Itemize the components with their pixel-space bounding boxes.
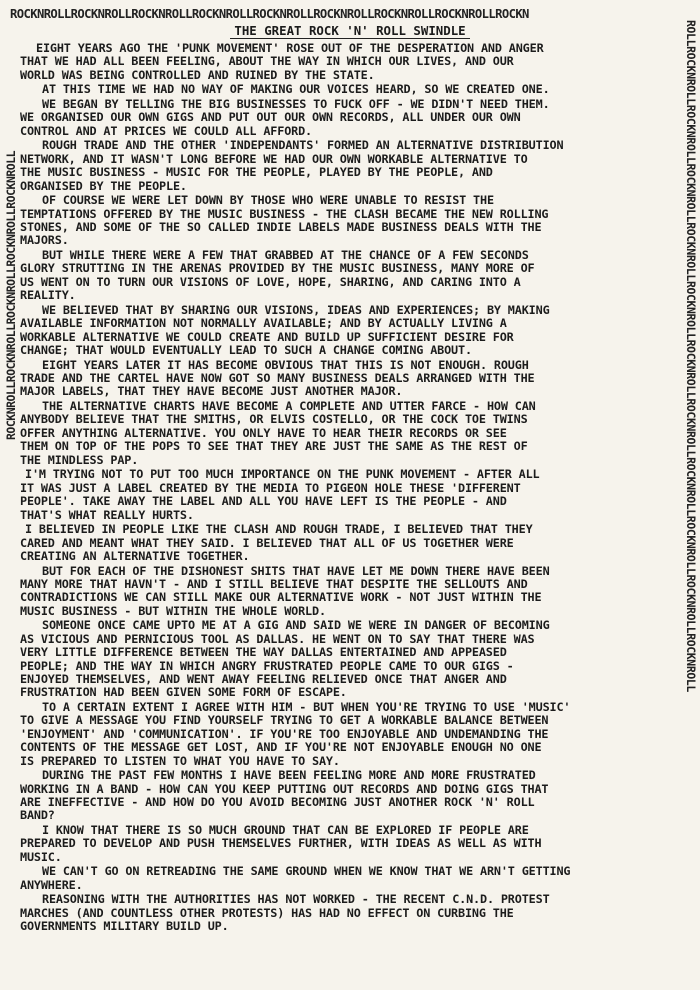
text-line: FRUSTRATION HAD BEEN GIVEN SOME FORM OF ESCAPE. [20, 685, 347, 700]
text-line: I KNOW THAT THERE IS SO MUCH GROUND THAT CAN BE EXPLORED IF PEOPLE ARE [42, 822, 529, 837]
text-line: WE BEGAN BY TELLING THE BIG BUSINESSES TO FUCK OFF - WE DIDN'T NEED THEM. [42, 97, 550, 111]
paragraph [20, 98, 682, 138]
text-line: ARE INEFFECTIVE - AND HOW DO YOU AVOID BECOMING JUST ANOTHER ROCK 'N' ROLL [20, 794, 535, 809]
text-line: WE CAN'T GO ON RETREADING THE SAME GROUND WHEN WE KNOW THAT WE ARN'T GETTING [42, 864, 571, 879]
paragraph [20, 249, 682, 303]
text-line: IS PREPARED TO LISTEN TO WHAT YOU HAVE TO SAY. [20, 753, 340, 768]
text-line: IT WAS JUST A LABEL CREATED BY THE MEDIA TO PIGEON HOLE THESE 'DIFFERENT [20, 480, 521, 495]
text-line: US WENT ON TO TURN OUR VISIONS OF LOVE, HOPE, SHARING, AND CARING INTO A [20, 274, 521, 289]
text-line: TEMPTATIONS OFFERED BY THE MUSIC BUSINESS - THE CLASH BECAME THE NEW ROLLING [20, 206, 549, 221]
text-line: AT THIS TIME WE HAD NO WAY OF MAKING OUR VOICES HEARD, SO WE CREATED ONE. [42, 82, 550, 97]
paragraph [20, 893, 682, 933]
text-line: I BELIEVED IN PEOPLE LIKE THE CLASH AND ROUGH TRADE, I BELIEVED THAT THEY [25, 522, 533, 537]
text-line: 'ENJOYMENT' AND 'COMMUNICATION'. IF YOU'RE TOO ENJOYABLE AND UNDEMANDING THE [20, 726, 549, 741]
text-line: MUSIC BUSINESS - BUT WITHIN THE WHOLE WORLD. [20, 603, 326, 618]
paragraph [20, 865, 682, 892]
border-text-left: ROCKNROLLROCKNROLLROCKNROLLROCKNROLLROCKNROLL [4, 150, 18, 440]
text-line: THE MUSIC BUSINESS - MUSIC FOR THE PEOPLE, PLAYED BY THE PEOPLE, AND [20, 165, 493, 180]
text-line: PREPARED TO DEVELOP AND PUSH THEMSELVES FURTHER, WITH IDEAS AS WELL AS WITH [20, 836, 542, 851]
text-line: VERY LITTLE DIFFERENCE BETWEEN THE WAY DALLAS ENTERTAINED AND APPEASED [20, 645, 507, 660]
paragraph [20, 194, 682, 248]
text-line: WORKING IN A BAND - HOW CAN YOU KEEP PUTTING OUT RECORDS AND DOING GIGS THAT [20, 781, 549, 796]
text-line: WORKABLE ALTERNATIVE WE COULD CREATE AND BUILD UP SUFFICIENT DESIRE FOR [20, 329, 514, 344]
text-line: EIGHT YEARS LATER IT HAS BECOME OBVIOUS THAT THIS IS NOT ENOUGH. ROUGH [42, 357, 529, 372]
paragraph [20, 468, 682, 522]
paragraph [20, 83, 682, 96]
page-title [0, 23, 700, 38]
document-body [20, 42, 682, 935]
paragraph [20, 304, 682, 358]
text-line: THE MINDLESS PAP. [20, 452, 139, 467]
paragraph [20, 565, 682, 619]
paragraph [20, 523, 682, 563]
paragraph [20, 139, 682, 193]
text-line: THE ALTERNATIVE CHARTS HAVE BECOME A COMPLETE AND UTTER FARCE - HOW CAN [42, 399, 536, 414]
paragraph [20, 701, 682, 768]
text-line: SOMEONE ONCE CAME UPTO ME AT A GIG AND SAID WE WERE IN DANGER OF BECOMING [42, 618, 550, 633]
text-line: MAJORS. [20, 233, 69, 248]
paragraph [20, 42, 682, 82]
text-line: BAND? [20, 808, 55, 823]
text-line: ANYWHERE. [20, 877, 83, 892]
text-line: TRADE AND THE CARTEL HAVE NOW GOT SO MANY BUSINESS DEALS ARRANGED WITH THE [20, 371, 535, 386]
text-line: ANYBODY BELIEVE THAT THE SMITHS, OR ELVIS COSTELLO, OR THE COCK TOE TWINS [20, 412, 528, 427]
text-line: AS VICIOUS AND PERNICIOUS TOOL AS DALLAS. HE WENT ON TO SAY THAT THERE WAS [20, 631, 535, 646]
text-line: MUSIC. [20, 849, 62, 864]
text-line: OF COURSE WE WERE LET DOWN BY THOSE WHO WERE UNABLE TO RESIST THE [42, 193, 494, 208]
text-line: PEOPLE; AND THE WAY IN WHICH ANGRY FRUSTRATED PEOPLE CAME TO OUR GIGS - [20, 658, 514, 673]
paragraph [20, 824, 682, 864]
text-line: EIGHT YEARS AGO THE 'PUNK MOVEMENT' ROSE OUT OF THE DESPERATION AND ANGER [36, 41, 544, 55]
text-line: CONTRADICTIONS WE CAN STILL MAKE OUR ALTERNATIVE WORK - NOT JUST WITHIN THE [20, 590, 542, 605]
text-line: CONTROL AND AT PRICES WE COULD ALL AFFORD. [20, 123, 312, 138]
border-text-right: ROLLROCKNROLLROCKNROLLROCKNROLLROCKNROLLROCKNROLLROCKNROLLROCKNROLLROCKNROLLROCKNROLLROCKNROLLROCKNROLL [684, 20, 698, 692]
text-line: PEOPLE'. TAKE AWAY THE LABEL AND ALL YOU HAVE LEFT IS THE PEOPLE - AND [20, 494, 507, 509]
text-line: GLORY STRUTTING IN THE ARENAS PROVIDED BY THE MUSIC BUSINESS, MANY MORE OF [20, 261, 535, 276]
text-line: THAT'S WHAT REALLY HURTS. [20, 507, 194, 522]
text-line: MANY MORE THAT HAVN'T - AND I STILL BELIEVE THAT DESPITE THE SELLOUTS AND [20, 576, 528, 591]
text-line: ORGANISED BY THE PEOPLE. [20, 178, 187, 193]
text-line: ENJOYED THEMSELVES, AND WENT AWAY FEELING RELIEVED ONCE THAT ANGER AND [20, 671, 507, 686]
text-line: DURING THE PAST FEW MONTHS I HAVE BEEN FEELING MORE AND MORE FRUSTRATED [42, 768, 536, 783]
text-line: THAT WE HAD ALL BEEN FEELING, ABOUT THE WAY IN WHICH OUR LIVES, AND OUR [20, 54, 514, 69]
text-line: GOVERNMENTS MILITARY BUILD UP. [20, 919, 229, 934]
paragraph [20, 400, 682, 467]
text-line: TO GIVE A MESSAGE YOU FIND YOURSELF TRYING TO GET A WORKABLE BALANCE BETWEEN [20, 713, 549, 728]
text-line: I'M TRYING NOT TO PUT TOO MUCH IMPORTANCE ON THE PUNK MOVEMENT - AFTER ALL [25, 467, 540, 482]
text-line: REALITY. [20, 288, 76, 303]
text-line: WE ORGANISED OUR OWN GIGS AND PUT OUT OUR OWN RECORDS, ALL UNDER OUR OWN [20, 110, 521, 125]
paragraph [20, 619, 682, 699]
text-line: CREATING AN ALTERNATIVE TOGETHER. [20, 548, 250, 563]
text-line: MARCHES (AND COUNTLESS OTHER PROTESTS) HAS HAD NO EFFECT ON CURBING THE [20, 905, 514, 920]
text-line: OFFER ANYTHING ALTERNATIVE. YOU ONLY HAVE TO HEAR THEIR RECORDS OR SEE [20, 425, 507, 440]
title-text: THE GREAT ROCK 'N' ROLL SWINDLE [230, 23, 469, 39]
text-line: BUT FOR EACH OF THE DISHONEST SHITS THAT HAVE LET ME DOWN THERE HAVE BEEN [42, 563, 550, 578]
text-line: MAJOR LABELS, THAT THEY HAVE BECOME JUST ANOTHER MAJOR. [20, 384, 403, 399]
text-line: CHANGE; THAT WOULD EVENTUALLY LEAD TO SUCH A CHANGE COMING ABOUT. [20, 343, 472, 358]
text-line: CONTENTS OF THE MESSAGE GET LOST, AND IF YOU'RE NOT ENJOYABLE ENOUGH NO ONE [20, 740, 542, 755]
text-line: STONES, AND SOME OF THE SO CALLED INDIE LABELS MADE BUSINESS DEALS WITH THE [20, 220, 542, 235]
border-text-top: ROCKNROLLROCKNROLLROCKNROLLROCKNROLLROCKNROLLROCKNROLLROCKNROLLROCKNROLLROCKN [10, 7, 529, 21]
text-line: REASONING WITH THE AUTHORITIES HAS NOT WORKED - THE RECENT C.N.D. PROTEST [42, 892, 550, 907]
paragraph [20, 359, 682, 399]
text-line: TO A CERTAIN EXTENT I AGREE WITH HIM - BUT WHEN YOU'RE TRYING TO USE 'MUSIC' [42, 699, 571, 714]
text-line: BUT WHILE THERE WERE A FEW THAT GRABBED AT THE CHANCE OF A FEW SECONDS [42, 248, 529, 263]
text-line: ROUGH TRADE AND THE OTHER 'INDEPENDANTS' FORMED AN ALTERNATIVE DISTRIBUTION [42, 138, 564, 153]
text-line: NETWORK, AND IT WASN'T LONG BEFORE WE HAD OUR OWN WORKABLE ALTERNATIVE TO [20, 151, 528, 166]
text-line: WORLD WAS BEING CONTROLLED AND RUINED BY THE STATE. [20, 67, 375, 82]
text-line: WE BELIEVED THAT BY SHARING OUR VISIONS, IDEAS AND EXPERIENCES; BY MAKING [42, 302, 550, 317]
text-line: AVAILABLE INFORMATION NOT NORMALLY AVAILABLE; AND BY ACTUALLY LIVING A [20, 316, 507, 331]
text-line: THEM ON TOP OF THE POPS TO SEE THAT THEY ARE JUST THE SAME AS THE REST OF [20, 439, 528, 454]
text-line: CARED AND MEANT WHAT THEY SAID. I BELIEVED THAT ALL OF US TOGETHER WERE [20, 535, 514, 550]
paragraph [20, 769, 682, 823]
